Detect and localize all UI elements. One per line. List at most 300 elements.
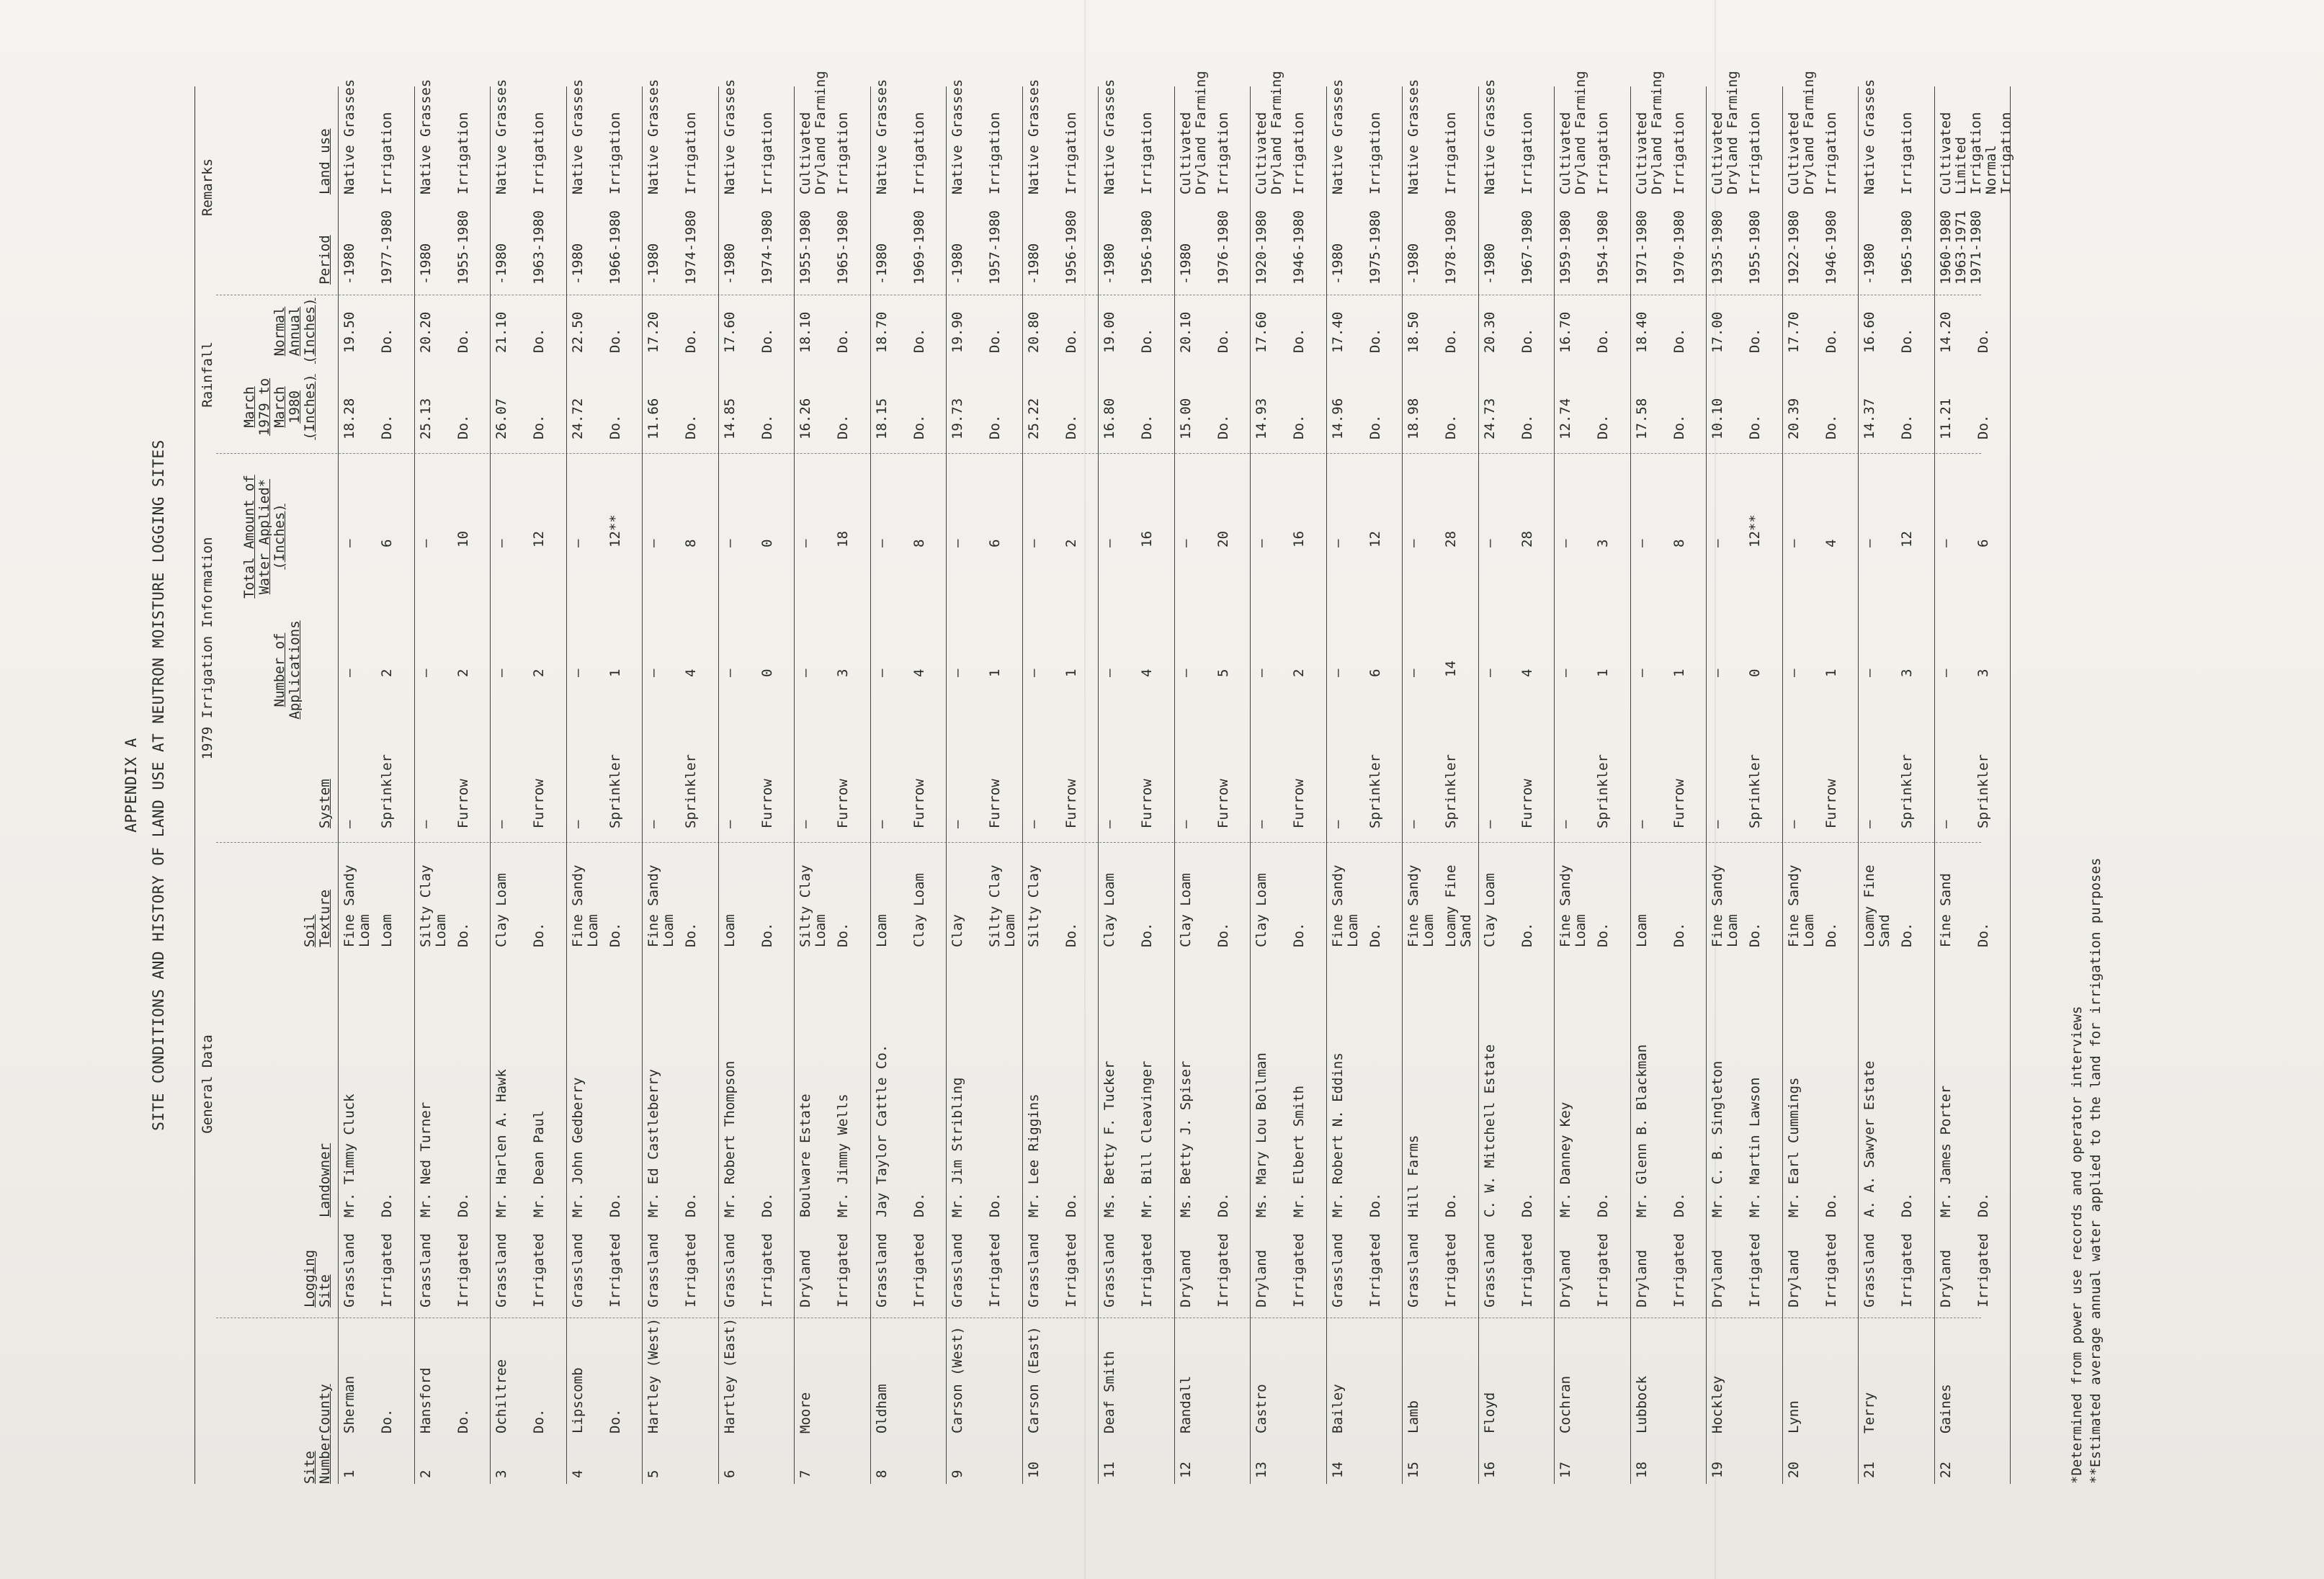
logging-site-cell: Grassland	[1101, 1233, 1117, 1307]
county-cell: Lamb	[1405, 1400, 1421, 1433]
land-use-cell: Native Grasses	[417, 79, 434, 194]
normal-annual-cell: Do.	[759, 328, 775, 353]
rainfall-1979-cell: 25.22	[1025, 398, 1042, 439]
period-cell: -1980	[493, 243, 509, 285]
normal-annual-cell: 20.80	[1025, 311, 1042, 353]
system-cell: —	[1025, 820, 1042, 828]
water-applied-cell: 12	[531, 531, 547, 547]
water-applied-cell: —	[1785, 539, 1802, 547]
rainfall-1979-cell: 11.66	[645, 398, 661, 439]
landowner-cell: Mr. Earl Cummings	[1785, 1077, 1802, 1217]
applications-cell: 2	[455, 668, 471, 677]
period-cell: -1980	[1025, 243, 1042, 285]
site-number-cell: 9	[949, 1470, 965, 1478]
logging-site-cell: Irrigated	[1671, 1233, 1687, 1307]
logging-site-cell: Irrigated	[1215, 1233, 1231, 1307]
water-applied-cell: —	[797, 539, 813, 547]
logging-site-cell: Irrigated	[379, 1233, 395, 1307]
water-applied-cell: 10	[455, 531, 471, 547]
land-use-cell: Native Grasses	[1481, 79, 1498, 194]
period-cell: 1956-1980	[1139, 210, 1155, 285]
water-applied-cell: —	[341, 539, 357, 547]
system-cell: —	[1101, 820, 1117, 828]
rainfall-1979-cell: Do.	[455, 414, 471, 439]
rainfall-1979-cell: 16.26	[797, 398, 813, 439]
applications-cell: 4	[911, 668, 927, 677]
soil-texture-cell: Clay Loam	[1177, 873, 1194, 947]
logging-site-cell: Grassland	[417, 1233, 434, 1307]
rainfall-1979-cell: Do.	[1747, 414, 1763, 439]
system-cell: —	[721, 820, 738, 828]
county-cell: Floyd	[1481, 1392, 1498, 1433]
landowner-cell: Do.	[1899, 1192, 1915, 1217]
period-cell: -1980	[1177, 243, 1194, 285]
landowner-cell: Mr. Glenn B. Blackman	[1633, 1044, 1650, 1217]
land-use-cell: Irrigation	[1899, 112, 1915, 194]
county-cell: Bailey	[1329, 1384, 1346, 1433]
rainfall-1979-cell: Do.	[1215, 414, 1231, 439]
land-use-cell: Native Grasses	[1862, 79, 1877, 194]
landowner-cell: Do.	[1595, 1192, 1611, 1217]
system-cell: —	[493, 820, 509, 828]
landowner-cell: Do.	[1443, 1192, 1459, 1217]
site-number-cell: 2	[417, 1470, 434, 1478]
logging-site-cell: Dryland	[1633, 1249, 1650, 1307]
applications-cell: 1	[607, 668, 623, 677]
landowner-cell: Ms. Betty J. Spiser	[1177, 1060, 1194, 1217]
period-cell: 1969-1980	[911, 210, 927, 285]
applications-cell: —	[1253, 668, 1269, 677]
water-applied-cell: —	[569, 539, 586, 547]
landowner-cell: Mr. Elbert Smith	[1291, 1085, 1307, 1217]
row-divider	[1706, 86, 1707, 1484]
normal-annual-cell: 19.50	[341, 311, 357, 353]
normal-annual-cell: 20.10	[1177, 311, 1194, 353]
logging-site-cell: Grassland	[721, 1233, 738, 1307]
system-cell: Furrow	[1823, 779, 1839, 828]
normal-annual-cell: 17.00	[1710, 311, 1725, 353]
applications-cell: 1	[1595, 668, 1611, 677]
period-cell: 1970-1980	[1671, 210, 1687, 285]
system-cell: Furrow	[1671, 779, 1687, 828]
water-applied-cell: 12**	[607, 514, 623, 547]
normal-annual-cell: Do.	[1747, 328, 1763, 353]
site-number-cell: 18	[1633, 1462, 1650, 1478]
system-cell: Furrow	[1139, 779, 1155, 828]
applications-cell: —	[1633, 668, 1650, 677]
landowner-cell: Do.	[987, 1192, 1003, 1217]
water-applied-cell: —	[1405, 539, 1421, 547]
system-cell: Furrow	[1215, 779, 1231, 828]
site-number-cell: 19	[1710, 1462, 1725, 1478]
normal-annual-cell: Do.	[1063, 328, 1079, 353]
normal-annual-cell: Do.	[1367, 328, 1383, 353]
applications-cell: —	[493, 668, 509, 677]
soil-texture-cell: Do.	[1823, 922, 1839, 947]
landowner-cell: Do.	[1671, 1192, 1687, 1217]
row-divider	[1858, 86, 1859, 1484]
rainfall-1979-cell: Do.	[835, 414, 851, 439]
period-cell: 1920-1980	[1253, 210, 1269, 285]
landowner-cell: Mr. C. B. Singleton	[1710, 1060, 1725, 1217]
water-applied-cell: —	[1710, 539, 1725, 547]
logging-site-cell: Dryland	[797, 1249, 813, 1307]
landowner-cell: Mr. Robert Thompson	[721, 1060, 738, 1217]
applications-cell: —	[1481, 668, 1498, 677]
logging-site-cell: Grassland	[493, 1233, 509, 1307]
logging-site-cell: Grassland	[1405, 1233, 1421, 1307]
system-cell: Furrow	[835, 779, 851, 828]
land-use-cell: Native Grasses	[493, 79, 509, 194]
normal-annual-cell: Do.	[1823, 328, 1839, 353]
period-cell: -1980	[1329, 243, 1346, 285]
site-number-cell: 1	[341, 1470, 357, 1478]
water-applied-cell: —	[493, 539, 509, 547]
soil-texture-cell: Loamy Fine Sand	[1443, 864, 1474, 947]
period-cell: 1955-1980	[797, 210, 813, 285]
normal-annual-cell: 21.10	[493, 311, 509, 353]
site-number-cell: 7	[797, 1470, 813, 1478]
soil-texture-cell: Do.	[1975, 922, 1991, 947]
land-use-cell: Native Grasses	[873, 79, 890, 194]
system-cell: —	[341, 820, 357, 828]
water-applied-cell: 6	[379, 539, 395, 547]
page-title: APPENDIX A	[122, 738, 140, 833]
land-use-cell: Cultivated Limited Irrigation Normal Irrigation	[1937, 112, 2014, 194]
row-divider	[1630, 86, 1631, 1484]
system-cell: Furrow	[531, 779, 547, 828]
county-cell: Castro	[1253, 1384, 1269, 1433]
site-number-cell: 12	[1177, 1462, 1194, 1478]
landowner-cell: Do.	[455, 1192, 471, 1217]
soil-texture-cell: Do.	[1747, 922, 1763, 947]
row-divider	[1478, 86, 1479, 1484]
normal-annual-cell: 17.20	[645, 311, 661, 353]
normal-annual-cell: 22.50	[569, 311, 586, 353]
land-use-cell: Cultivated Dryland Farming	[797, 71, 828, 194]
period-cell: -1980	[873, 243, 890, 285]
applications-cell: 4	[683, 668, 699, 677]
applications-cell: 3	[1899, 668, 1915, 677]
column-header-rain-1979: March 1979 to March 1980 (Inches)	[241, 374, 318, 440]
water-applied-cell: 0	[759, 539, 775, 547]
landowner-cell: Do.	[683, 1192, 699, 1217]
period-cell: 1946-1980	[1291, 210, 1307, 285]
landowner-cell: Do.	[1975, 1192, 1991, 1217]
land-use-cell: Irrigation	[531, 112, 547, 194]
rainfall-1979-cell: 26.07	[493, 398, 509, 439]
applications-cell: —	[1329, 668, 1346, 677]
county-cell: Do.	[455, 1408, 471, 1433]
column-header-normal-annual: Normal Annual (Inches)	[272, 298, 318, 364]
system-cell: Sprinkler	[379, 754, 395, 828]
system-cell: —	[417, 820, 434, 828]
landowner-cell: Do.	[1367, 1192, 1383, 1217]
land-use-cell: Native Grasses	[721, 79, 738, 194]
water-applied-cell: —	[1101, 539, 1117, 547]
normal-annual-cell: Do.	[911, 328, 927, 353]
land-use-cell: Irrigation	[835, 112, 851, 194]
row-divider	[1022, 86, 1023, 1484]
column-header-landowner: Landowner	[317, 1143, 333, 1217]
rainfall-1979-cell: Do.	[683, 414, 699, 439]
soil-texture-cell: Do.	[1671, 922, 1687, 947]
logging-site-cell: Grassland	[1481, 1233, 1498, 1307]
system-cell: —	[569, 820, 586, 828]
row-divider	[718, 86, 719, 1484]
land-use-cell: Cultivated Dryland Farming	[1557, 71, 1588, 194]
system-cell: —	[1862, 820, 1877, 828]
period-cell: 1957-1980	[987, 210, 1003, 285]
rainfall-1979-cell: 12.74	[1557, 398, 1573, 439]
water-applied-cell: —	[1253, 539, 1269, 547]
site-number-cell: 5	[645, 1470, 661, 1478]
group-header-remarks: Remarks	[200, 158, 215, 217]
system-cell: Furrow	[455, 779, 471, 828]
soil-texture-cell: Silty Clay	[1025, 864, 1042, 947]
period-cell: -1980	[645, 243, 661, 285]
rainfall-1979-cell: 18.98	[1405, 398, 1421, 439]
rainfall-1979-cell: Do.	[531, 414, 547, 439]
logging-site-cell: Irrigated	[759, 1233, 775, 1307]
soil-texture-cell: Fine Sandy Loam	[1329, 864, 1361, 947]
landowner-cell: Mr. Lee Riggins	[1025, 1093, 1042, 1217]
water-applied-cell: —	[417, 539, 434, 547]
landowner-cell: Mr. Timmy Cluck	[341, 1093, 357, 1217]
applications-cell: 4	[1139, 668, 1155, 677]
logging-site-cell: Irrigated	[1899, 1233, 1915, 1307]
landowner-cell: Do.	[1823, 1192, 1839, 1217]
land-use-cell: Irrigation	[683, 112, 699, 194]
county-cell: Lubbock	[1633, 1375, 1650, 1433]
row-divider	[1934, 86, 1935, 1484]
site-number-cell: 14	[1329, 1462, 1346, 1478]
soil-texture-cell: Do.	[1519, 922, 1535, 947]
period-cell: 1963-1980	[531, 210, 547, 285]
column-header-logging-site: Logging Site	[302, 1249, 333, 1307]
period-cell: 1978-1980	[1443, 210, 1459, 285]
soil-texture-cell: Do.	[1291, 922, 1307, 947]
water-applied-cell: —	[1862, 539, 1877, 547]
rainfall-1979-cell: 24.73	[1481, 398, 1498, 439]
applications-cell: 5	[1215, 668, 1231, 677]
applications-cell: 6	[1367, 668, 1383, 677]
water-applied-cell: 12**	[1747, 514, 1763, 547]
system-cell: Furrow	[1291, 779, 1307, 828]
water-applied-cell: —	[949, 539, 965, 547]
logging-site-cell: Irrigated	[1367, 1233, 1383, 1307]
land-use-cell: Native Grasses	[1329, 79, 1346, 194]
water-applied-cell: —	[1557, 539, 1573, 547]
soil-texture-cell: Clay	[949, 914, 965, 947]
water-applied-cell: 3	[1595, 539, 1611, 547]
normal-annual-cell: 16.60	[1862, 311, 1877, 353]
applications-cell: —	[1177, 668, 1194, 677]
rainfall-1979-cell: Do.	[1367, 414, 1383, 439]
normal-annual-cell: Do.	[1519, 328, 1535, 353]
landowner-cell: Do.	[1519, 1192, 1535, 1217]
water-applied-cell: —	[873, 539, 890, 547]
water-applied-cell: —	[1937, 539, 1954, 547]
period-cell: -1980	[1481, 243, 1498, 285]
rainfall-1979-cell: 20.39	[1785, 398, 1802, 439]
land-use-cell: Irrigation	[987, 112, 1003, 194]
water-applied-cell: 8	[683, 539, 699, 547]
county-cell: Randall	[1177, 1375, 1194, 1433]
normal-annual-cell: 17.60	[721, 311, 738, 353]
landowner-cell: Do.	[1215, 1192, 1231, 1217]
column-header-site-number: Site Number	[302, 1434, 333, 1484]
landowner-cell: Mr. Danney Key	[1557, 1101, 1573, 1217]
county-cell: Gaines	[1937, 1384, 1954, 1433]
logging-site-cell: Grassland	[341, 1233, 357, 1307]
landowner-cell: Ms. Mary Lou Bollman	[1253, 1052, 1269, 1217]
system-cell: —	[1329, 820, 1346, 828]
normal-annual-cell: Do.	[379, 328, 395, 353]
logging-site-cell: Irrigated	[1291, 1233, 1307, 1307]
water-applied-cell: —	[1025, 539, 1042, 547]
landowner-cell: Mr. Bill Cleavinger	[1139, 1060, 1155, 1217]
logging-site-cell: Irrigated	[987, 1233, 1003, 1307]
rainfall-1979-cell: Do.	[1823, 414, 1839, 439]
water-applied-cell: —	[645, 539, 661, 547]
normal-annual-cell: Do.	[1139, 328, 1155, 353]
row-divider	[414, 86, 415, 1484]
logging-site-cell: Dryland	[1937, 1249, 1954, 1307]
landowner-cell: Do.	[759, 1192, 775, 1217]
rainfall-1979-cell: 14.93	[1253, 398, 1269, 439]
land-use-cell: Irrigation	[759, 112, 775, 194]
land-use-cell: Cultivated Dryland Farming	[1785, 71, 1817, 194]
period-cell: 1974-1980	[759, 210, 775, 285]
logging-site-cell: Grassland	[1862, 1233, 1877, 1307]
landowner-cell: Mr. Ned Turner	[417, 1101, 434, 1217]
applications-cell: —	[341, 668, 357, 677]
applications-cell: 1	[987, 668, 1003, 677]
county-cell: Hartley (West)	[645, 1318, 661, 1433]
applications-cell: 14	[1443, 661, 1459, 677]
soil-texture-cell: Fine Sandy Loam	[645, 864, 676, 947]
applications-cell: 3	[1975, 668, 1991, 677]
landowner-cell: Mr. Ed Castleberry	[645, 1069, 661, 1217]
landowner-cell: Jay Taylor Cattle Co.	[873, 1044, 890, 1217]
logging-site-cell: Irrigated	[1823, 1233, 1839, 1307]
soil-texture-cell: Fine Sandy Loam	[341, 864, 372, 947]
land-use-cell: Irrigation	[379, 112, 395, 194]
soil-texture-cell: Fine Sand	[1937, 873, 1954, 947]
land-use-cell: Native Grasses	[645, 79, 661, 194]
rainfall-1979-cell: Do.	[1063, 414, 1079, 439]
table-bottom-rule	[2010, 86, 2011, 1484]
applications-cell: —	[645, 668, 661, 677]
site-number-cell: 4	[569, 1470, 586, 1478]
system-cell: —	[873, 820, 890, 828]
row-divider	[490, 86, 491, 1484]
period-cell: 1965-1980	[1899, 210, 1915, 285]
row-divider	[1782, 86, 1783, 1484]
landowner-cell: A. A. Sawyer Estate	[1862, 1060, 1877, 1217]
rainfall-1979-cell: 19.73	[949, 398, 965, 439]
site-number-cell: 15	[1405, 1462, 1421, 1478]
rainfall-1979-cell: 15.00	[1177, 398, 1194, 439]
applications-cell: 1	[1671, 668, 1687, 677]
column-divider	[216, 453, 1981, 454]
normal-annual-cell: 20.30	[1481, 311, 1498, 353]
soil-texture-cell: Fine Sandy Loam	[1405, 864, 1436, 947]
county-cell: Hansford	[417, 1367, 434, 1433]
period-cell: -1980	[721, 243, 738, 285]
period-cell: 1946-1980	[1823, 210, 1839, 285]
applications-cell: 2	[379, 668, 395, 677]
soil-texture-cell: Loam	[379, 914, 395, 947]
landowner-cell: Mr. Robert N. Eddins	[1329, 1052, 1346, 1217]
period-cell: -1980	[569, 243, 586, 285]
county-cell: Terry	[1862, 1392, 1877, 1433]
normal-annual-cell: 19.00	[1101, 311, 1117, 353]
land-use-cell: Native Grasses	[1025, 79, 1042, 194]
period-cell: -1980	[417, 243, 434, 285]
soil-texture-cell: Silty Clay Loam	[797, 864, 828, 947]
row-divider	[1402, 86, 1403, 1484]
group-header-general-data: General Data	[200, 1034, 215, 1134]
footnote-1: *Determined from power use records and operator interviews	[2069, 1006, 2085, 1484]
logging-site-cell: Grassland	[873, 1233, 890, 1307]
row-divider	[1098, 86, 1099, 1484]
land-use-cell: Irrigation	[1139, 112, 1155, 194]
soil-texture-cell: Loam	[1633, 914, 1650, 947]
footnote-2: **Estimated average annual water applied to the land for irrigation purposes	[2088, 857, 2104, 1484]
period-cell: -1980	[1405, 243, 1421, 285]
normal-annual-cell: 16.70	[1557, 311, 1573, 353]
applications-cell: 2	[531, 668, 547, 677]
county-cell: Do.	[379, 1408, 395, 1433]
soil-texture-cell: Do.	[1215, 922, 1231, 947]
land-use-cell: Irrigation	[607, 112, 623, 194]
system-cell: —	[1710, 820, 1725, 828]
system-cell: —	[797, 820, 813, 828]
land-use-cell: Irrigation	[1595, 112, 1611, 194]
system-cell: Sprinkler	[683, 754, 699, 828]
system-cell: Furrow	[911, 779, 927, 828]
normal-annual-cell: 14.20	[1937, 311, 1954, 353]
column-header-applications: Number of Applications	[272, 620, 303, 720]
county-cell: Do.	[531, 1408, 547, 1433]
county-cell: Lipscomb	[569, 1367, 586, 1433]
logging-site-cell: Dryland	[1557, 1249, 1573, 1307]
period-cell: 1956-1980	[1063, 210, 1079, 285]
applications-cell: 1	[1063, 668, 1079, 677]
rainfall-1979-cell: 14.37	[1862, 398, 1877, 439]
rainfall-1979-cell: 18.15	[873, 398, 890, 439]
landowner-cell: Ms. Betty F. Tucker	[1101, 1060, 1117, 1217]
logging-site-cell: Dryland	[1785, 1249, 1802, 1307]
soil-texture-cell: Fine Sandy Loam	[1557, 864, 1588, 947]
footnotes	[2068, 858, 2105, 1484]
water-applied-cell: 12	[1367, 531, 1383, 547]
normal-annual-cell: Do.	[835, 328, 851, 353]
soil-texture-cell: Loam	[873, 914, 890, 947]
row-divider	[794, 86, 795, 1484]
site-number-cell: 21	[1862, 1462, 1877, 1478]
period-cell: 1976-1980	[1215, 210, 1231, 285]
system-cell: Sprinkler	[607, 754, 623, 828]
rainfall-1979-cell: Do.	[1443, 414, 1459, 439]
soil-texture-cell: Do.	[455, 922, 471, 947]
land-use-cell: Cultivated Dryland Farming	[1710, 71, 1740, 194]
logging-site-cell: Grassland	[949, 1233, 965, 1307]
water-applied-cell: 28	[1519, 531, 1535, 547]
column-header-county: County	[317, 1384, 333, 1433]
